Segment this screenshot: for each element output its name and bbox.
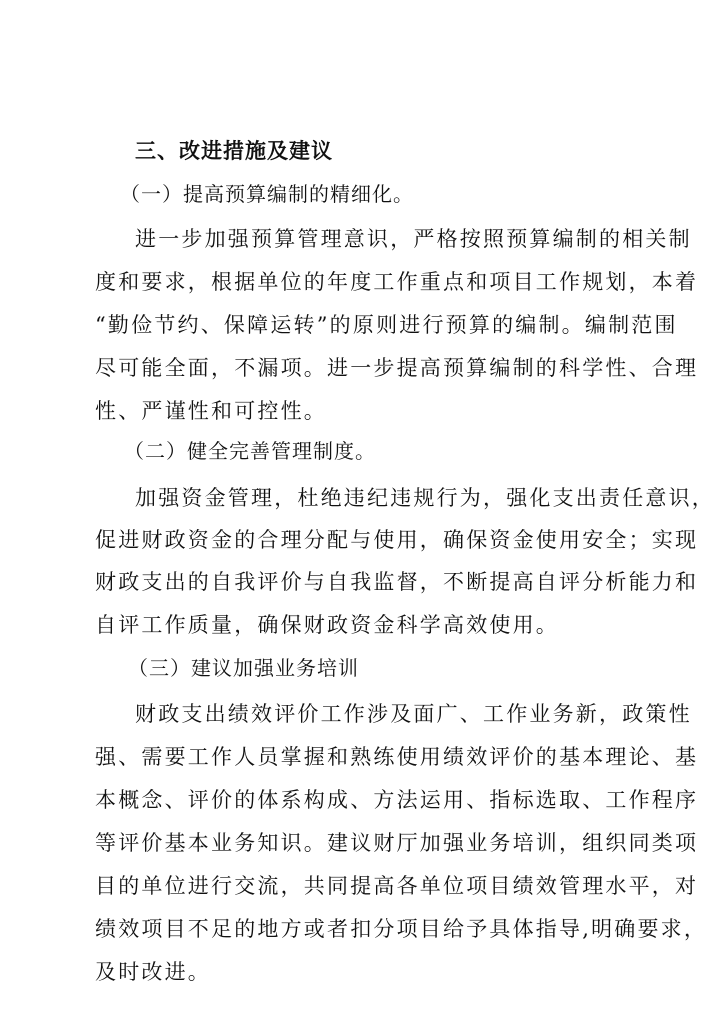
paragraph-line: 性、严谨性和可控性。 [95, 399, 327, 423]
paragraph-line: 自评工作质量，确保财政资金科学高效使用。 [95, 613, 559, 637]
subsection-heading-2: （二）健全完善管理制度。 [124, 439, 376, 463]
paragraph-line: “勤俭节约、保障运转”的原则进行预算的编制。编制范围 [95, 313, 678, 337]
paragraph-line: 目的单位进行交流，共同提高各单位项目绩效管理水平，对 [95, 874, 699, 898]
paragraph-line: 促进财政资金的合理分配与使用，确保资金使用安全；实现 [95, 528, 699, 552]
subsection-heading-3: （三）建议加强业务培训 [128, 656, 359, 680]
paragraph-line: 尽可能全面，不漏项。进一步提高预算编制的科学性、合理 [95, 356, 699, 380]
section-title: 三、改进措施及建议 [135, 139, 333, 163]
paragraph-line: 加强资金管理，杜绝违纪违规行为，强化支出责任意识， [135, 486, 715, 510]
paragraph-line: 本概念、评价的体系构成、方法运用、指标选取、工作程序 [95, 788, 699, 812]
paragraph-line: 及时改进。 [95, 960, 211, 984]
paragraph-line: 强、需要工作人员掌握和熟练使用绩效评价的基本理论、基 [95, 745, 699, 769]
paragraph-line: 财政支出绩效评价工作涉及面广、工作业务新，政策性 [135, 702, 692, 726]
paragraph-line: 绩效项目不足的地方或者扣分项目给予具体指导,明确要求， [95, 917, 708, 941]
paragraph-line: 进一步加强预算管理意识，严格按照预算编制的相关制 [135, 227, 692, 251]
paragraph-line: 等评价基本业务知识。建议财厅加强业务培训，组织同类项 [95, 831, 699, 855]
subsection-heading-1: （一）提高预算编制的精细化。 [120, 182, 414, 206]
paragraph-line: 财政支出的自我评价与自我监督，不断提高自评分析能力和 [95, 570, 699, 594]
paragraph-line: 度和要求，根据单位的年度工作重点和项目工作规划，本着 [95, 270, 699, 294]
